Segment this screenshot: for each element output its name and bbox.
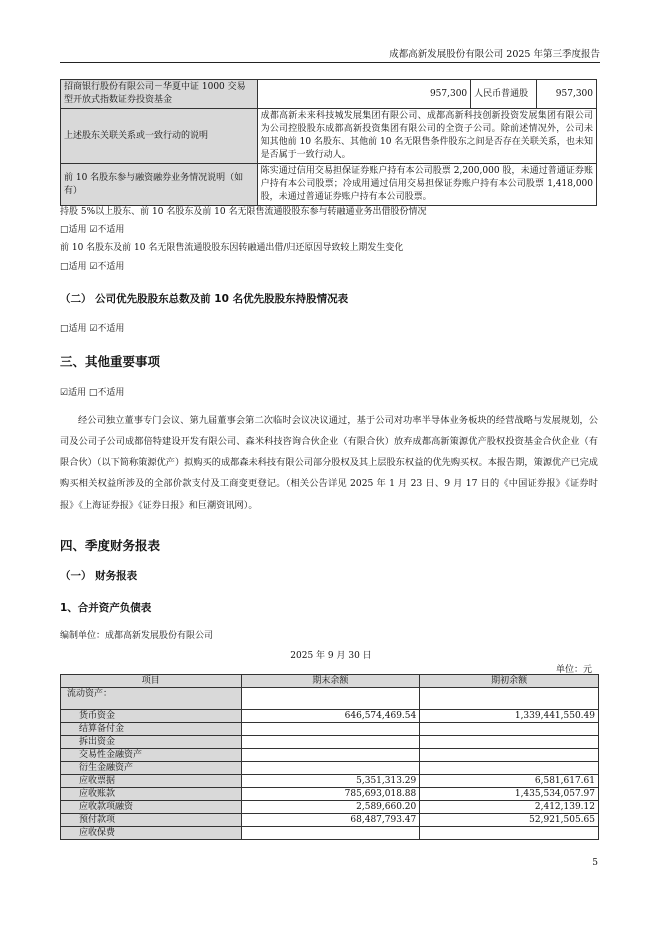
row-item: 拆出资金 <box>61 736 242 749</box>
table-row <box>61 736 599 749</box>
table-row <box>61 762 599 775</box>
other-matters-paragraph: 经公司独立董事专门会议、第九届董事会第二次临时会议决议通过，基于公司对功率半导体业务板块的经营战略与发展规划，公司及公司子公司成都倍特建设开发有限公司、森米科技咨询合伙企业（有限合伙）放弃成都高新策源优产股权投资基金合伙企业（有限合伙）（以下简称策源优产）拟购买的成都森未科技有限公司部分股权及其上层股东权益的优先购买权。本报告期，策源优产已完成购买相关权益所涉及的全部价款支付及工商变更登记。（相关公告详见 2025 年 1 月 23 日、9 月 17 日的《中国证券报》《证券时报》《上海证券报》《证券日报》和巨潮资讯网）。 <box>60 415 598 511</box>
table-row <box>61 80 597 109</box>
balance-sheet-subtitle: 1、合并资产负债表 <box>60 602 152 614</box>
report-date: 2025 年 9 月 30 日 <box>290 651 372 661</box>
row-item: 衍生金融资产 <box>61 762 242 775</box>
row-begin-balance <box>420 736 599 749</box>
row-end-balance: 5,351,313.29 <box>241 775 420 788</box>
relation-label-cell: 上述股东关联关系或一致行动的说明 <box>61 109 258 164</box>
row-end-balance <box>241 736 420 749</box>
table-row <box>61 801 599 814</box>
row-item: 货币资金 <box>61 710 242 723</box>
page-number: 5 <box>592 858 598 868</box>
row-end-balance: 785,693,018.88 <box>241 788 420 801</box>
row-begin-balance: 52,921,505.65 <box>420 814 599 827</box>
section-other-matters-title: 三、其他重要事项 <box>60 354 161 369</box>
header-divider <box>60 62 600 63</box>
preferred-shares-option: □适用 ☑不适用 <box>60 324 125 334</box>
table-row <box>61 749 599 762</box>
table-row <box>61 814 599 827</box>
shareholder-table <box>60 79 597 206</box>
refinancing-change-line: 前 10 名股东及前 10 名无限售流通股股东因转融通出借/归还原因导致较上期发生变化 <box>60 243 404 253</box>
section-label-current-assets: 流动资产： <box>61 688 242 710</box>
row-begin-balance: 2,412,139.12 <box>420 801 599 814</box>
table-row <box>61 788 599 801</box>
table-row <box>61 723 599 736</box>
row-item: 应收账款 <box>61 788 242 801</box>
relation-text-cell: 成都高新未来科技城发展集团有限公司、成都高新科技创新投资发展集团有限公司为公司控股股东成都高新投资集团有限公司的全资子公司。除前述情况外，公司未知其他前 10 名股东、其他前 10 名无限售条件股东之间是否存在关联关系，也未知是否属于一致行动人。 <box>257 109 596 164</box>
row-item: 预付款项 <box>61 814 242 827</box>
row-begin-balance <box>420 827 599 840</box>
row-begin-balance <box>420 762 599 775</box>
row-begin-balance: 6,581,617.61 <box>420 775 599 788</box>
row-end-balance <box>241 827 420 840</box>
row-end-balance <box>241 762 420 775</box>
row-item: 交易性金融资产 <box>61 749 242 762</box>
other-matters-option: ☑适用 □不适用 <box>60 388 125 398</box>
table-row <box>61 164 597 206</box>
refinancing-change-option: □适用 ☑不适用 <box>60 262 125 272</box>
row-item: 结算备付金 <box>61 723 242 736</box>
column-header-end-balance: 期末余额 <box>241 675 420 688</box>
preparer-unit: 编制单位：成都高新发展股份有限公司 <box>60 631 214 641</box>
row-begin-balance: 1,339,441,550.49 <box>420 710 599 723</box>
row-end-balance: 646,574,469.54 <box>241 710 420 723</box>
table-row <box>61 688 599 710</box>
row-item: 应收票据 <box>61 775 242 788</box>
row-item: 应收保费 <box>61 827 242 840</box>
row-begin-balance: 1,435,534,057.97 <box>420 788 599 801</box>
refinancing-lending-option: □适用 ☑不适用 <box>60 225 125 235</box>
row-end-balance <box>241 749 420 762</box>
share-quantity2-cell: 957,300 <box>537 80 597 109</box>
currency-unit: 单位：元 <box>555 665 592 675</box>
table-header-row <box>61 675 599 688</box>
table-row <box>61 827 599 840</box>
row-end-balance: 68,487,793.47 <box>241 814 420 827</box>
row-end-balance <box>241 723 420 736</box>
row-begin-balance <box>420 723 599 736</box>
balance-sheet-table <box>60 674 599 840</box>
margin-label-cell: 前 10 名股东参与融资融券业务情况说明（如有） <box>61 164 258 206</box>
share-quantity-cell: 957,300 <box>257 80 471 109</box>
share-type-cell: 人民币普通股 <box>471 80 537 109</box>
shareholder-name-cell: 招商银行股份有限公司－华夏中证 1000 交易型开放式指数证券投资基金 <box>61 80 258 109</box>
section-preferred-shares-title: （二） 公司优先股股东总数及前 10 名优先股股东持股情况表 <box>60 293 349 305</box>
margin-text-cell: 陈实通过信用交易担保证券账户持有本公司股票 2,200,000 股，未通过普通证券账户持有本公司股票；冷成用通过信用交易担保证券账户持有本公司股票 1,418,000 股，未通过普通证券账户持有本公司股票。 <box>257 164 596 206</box>
row-end-balance: 2,589,660.20 <box>241 801 420 814</box>
financial-statements-subtitle: （一） 财务报表 <box>60 570 138 582</box>
table-row <box>61 775 599 788</box>
section-financial-statements-title: 四、季度财务报表 <box>60 538 161 553</box>
column-header-begin-balance: 期初余额 <box>420 675 599 688</box>
refinancing-lending-line: 持股 5%以上股东、前 10 名股东及前 10 名无限售流通股股东参与转融通业务出借股份情况 <box>60 207 427 217</box>
table-row <box>61 710 599 723</box>
column-header-item: 项目 <box>61 675 242 688</box>
row-begin-balance <box>420 749 599 762</box>
row-item: 应收款项融资 <box>61 801 242 814</box>
table-row <box>61 109 597 164</box>
report-header-title: 成都高新发展股份有限公司 2025 年第三季度报告 <box>389 49 600 60</box>
